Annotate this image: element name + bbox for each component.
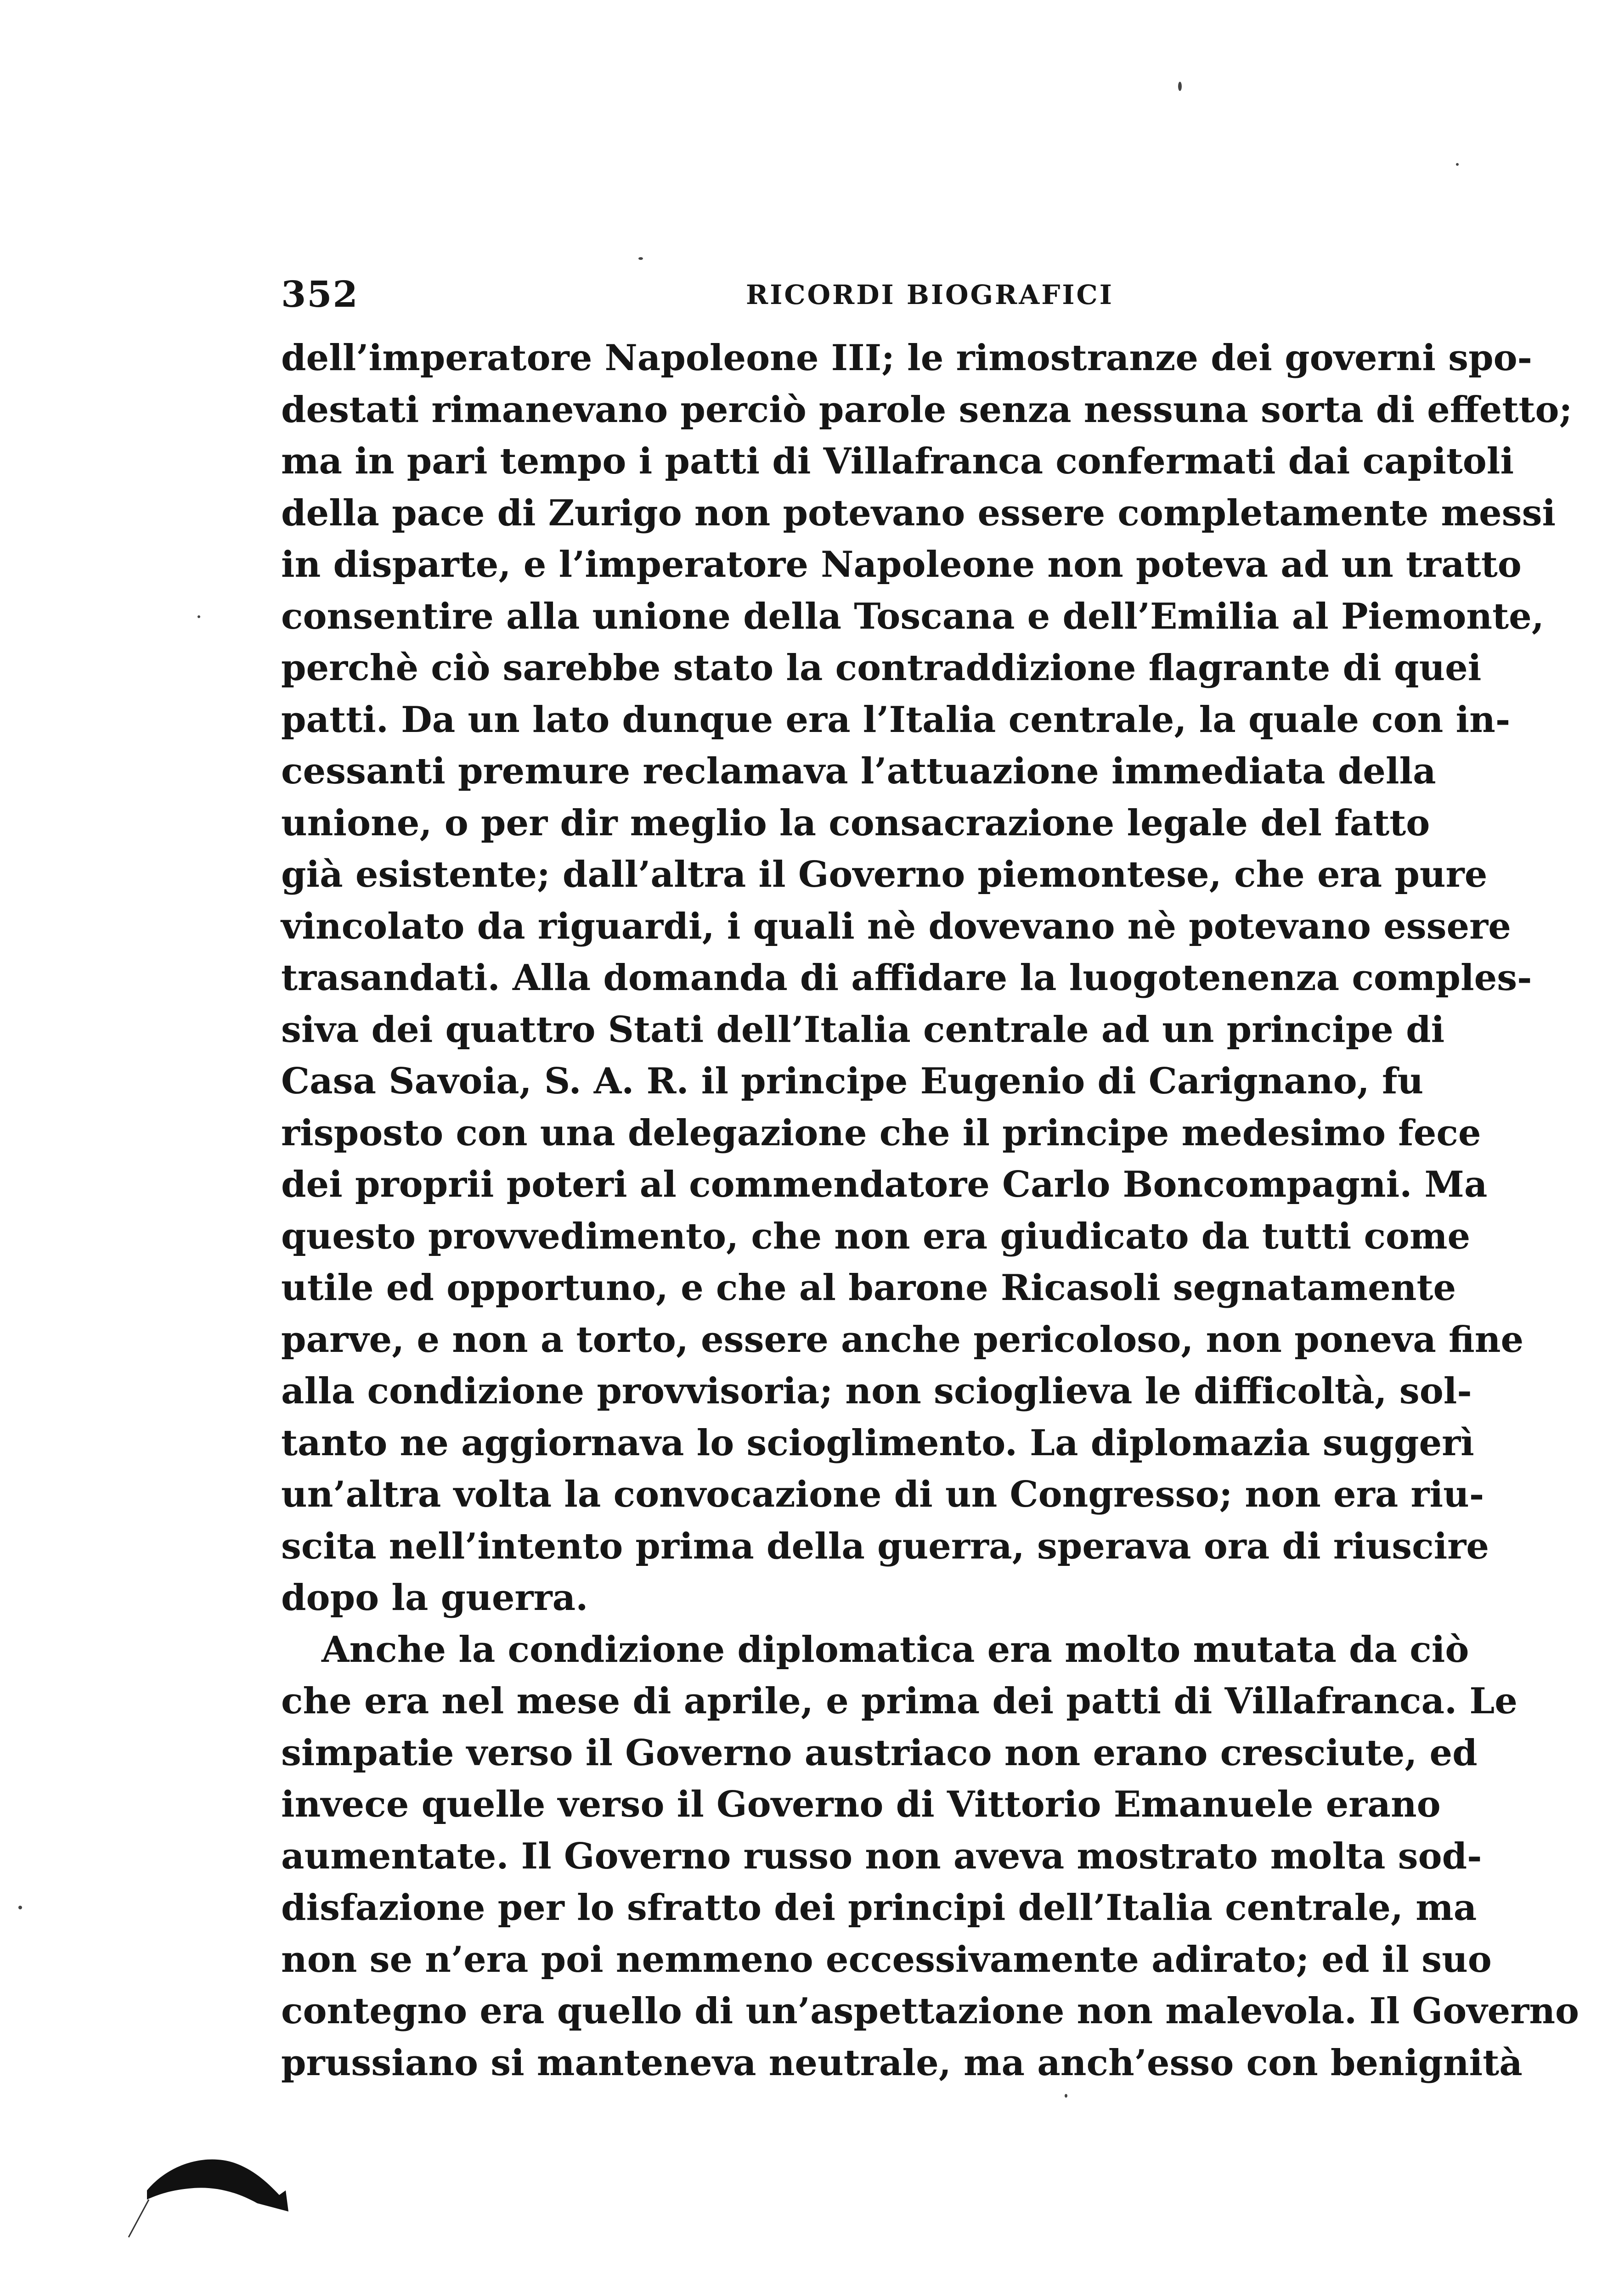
text-line: della pace di Zurigo non potevano essere completamente messi <box>281 492 1556 534</box>
text-line: perchè ciò sarebbe stato la contraddizione flagrante di quei <box>281 647 1482 689</box>
running-head: RICORDI BIOGRAFICI <box>746 279 1114 310</box>
text-line: consentire alla unione della Toscana e dell’Emilia al Piemonte, <box>281 595 1544 637</box>
text-line: prussiano si manteneva neutrale, ma anch’esso con benignità <box>281 2042 1523 2084</box>
text-line: parve, e non a torto, essere anche pericoloso, non poneva fine <box>281 1318 1524 1361</box>
text-line: unione, o per dir meglio la consacrazione legale del fatto <box>281 802 1430 844</box>
text-line: Anche la condizione diplomatica era molto mutata da ciò <box>322 1628 1469 1671</box>
text-line: risposto con una delegazione che il principe medesimo fece <box>281 1112 1481 1154</box>
text-line: siva dei quattro Stati dell’Italia centrale ad un principe di <box>281 1008 1445 1051</box>
text-line: invece quelle verso il Governo di Vittorio Emanuele erano <box>281 1784 1441 1825</box>
text-line: questo provvedimento, che non era giudicato da tutti come <box>281 1215 1471 1257</box>
text-line: aumentate. Il Governo russo non aveva mostrato molta sod- <box>281 1835 1482 1877</box>
text-line: utile ed opportuno, e che al barone Ricasoli segnatamente <box>281 1267 1456 1309</box>
page-header <box>281 274 1337 315</box>
scan-speck <box>1178 82 1182 91</box>
text-line: alla condizione provvisoria; non scioglieva le difficoltà, sol- <box>281 1370 1472 1412</box>
scan-speck <box>1456 163 1459 166</box>
text-line: non se n’era poi nemmeno eccessivamente adirato; ed il suo <box>281 1938 1492 1981</box>
text-line: vincolato da riguardi, i quali nè dovevano nè potevano essere <box>281 905 1511 947</box>
text-line: in disparte, e l’imperatore Napoleone non poteva ad un tratto <box>281 544 1522 585</box>
text-line: tanto ne aggiornava lo scioglimento. La diplomazia suggerì <box>281 1422 1474 1464</box>
scan-speck <box>1065 2094 1067 2098</box>
text-line: patti. Da un lato dunque era l’Italia centrale, la quale con in- <box>281 698 1511 741</box>
ink-blot-mark <box>119 2122 303 2241</box>
body-text <box>281 332 1579 2089</box>
paragraph <box>281 1624 1579 2089</box>
text-line: destati rimanevano perciò parole senza nessuna sorta di effetto; <box>281 388 1573 431</box>
text-line: dell’imperatore Napoleone III; le rimostranze dei governi spo- <box>281 337 1533 379</box>
paragraph <box>281 332 1573 1624</box>
text-line: scita nell’intento prima della guerra, sperava ora di riuscire <box>281 1525 1489 1567</box>
text-line: dopo la guerra. <box>281 1577 588 1619</box>
text-line: cessanti premure reclamava l’attuazione immediata della <box>281 750 1436 792</box>
text-line: simpatie verso il Governo austriaco non erano cresciute, ed <box>281 1732 1478 1774</box>
text-line: dei proprii poteri al commendatore Carlo Boncompagni. Ma <box>281 1164 1488 1205</box>
text-line: disfazione per lo sfratto dei principi dell’Italia centrale, ma <box>281 1887 1477 1929</box>
text-line: Casa Savoia, S. A. R. il principe Eugenio di Carignano, fu <box>281 1060 1424 1102</box>
scan-speck <box>638 257 643 260</box>
scan-speck <box>18 1906 22 1909</box>
text-line: già esistente; dall’altra il Governo piemontese, che era pure <box>281 854 1488 895</box>
page-number: 352 <box>281 274 359 315</box>
scan-speck <box>197 615 200 618</box>
text-line: trasandati. Alla domanda di affidare la luogotenenza comples- <box>281 957 1532 999</box>
text-line: contegno era quello di un’aspettazione non malevola. Il Governo <box>281 1990 1579 2032</box>
text-line: un’altra volta la convocazione di un Congresso; non era riu- <box>281 1474 1484 1515</box>
text-line: che era nel mese di aprile, e prima dei patti di Villafranca. Le <box>281 1680 1517 1722</box>
text-line: ma in pari tempo i patti di Villafranca confermati dai capitoli <box>281 440 1514 482</box>
